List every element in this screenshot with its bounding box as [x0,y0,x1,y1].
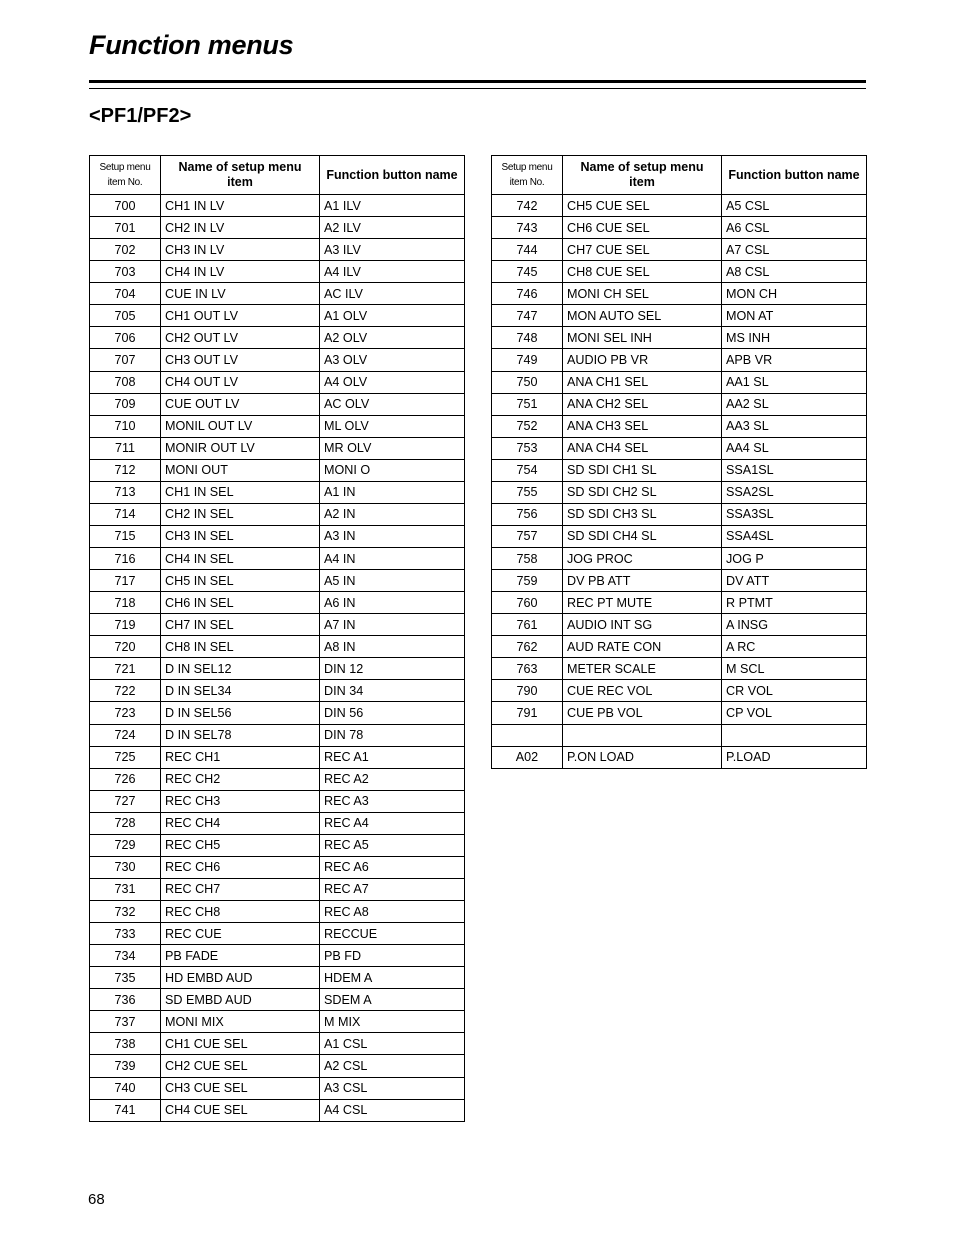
function-button-name-cell: A4 ILV [320,261,465,283]
title-rule-thin [89,88,866,89]
item-no-cell: 754 [492,459,563,481]
function-button-name-cell: CP VOL [722,702,867,724]
table-row [90,768,465,790]
function-button-name-cell: PB FD [320,945,465,967]
function-button-name-cell: A6 IN [320,592,465,614]
function-button-name-cell: A2 ILV [320,217,465,239]
function-button-name-cell: SSA3SL [722,503,867,525]
table-row [90,283,465,305]
table-row [90,459,465,481]
function-button-name-cell: DIN 56 [320,702,465,724]
menu-item-name-cell: CUE PB VOL [563,702,722,724]
menu-item-name-cell: D IN SEL34 [161,680,320,702]
item-no-cell: 762 [492,636,563,658]
menu-item-name-cell: CH4 CUE SEL [161,1099,320,1121]
menu-item-name-cell: HD EMBD AUD [161,967,320,989]
menu-item-name-cell: REC CH5 [161,834,320,856]
table-row [492,261,867,283]
function-button-name-cell: A2 IN [320,503,465,525]
item-no-cell: 742 [492,195,563,217]
table-row [90,989,465,1011]
menu-item-name-cell: CUE IN LV [161,283,320,305]
function-button-name-cell [722,724,867,746]
function-button-name-cell: A4 OLV [320,371,465,393]
table-row [90,702,465,724]
item-no-cell: 717 [90,570,161,592]
function-button-name-cell: A5 CSL [722,195,867,217]
item-no-cell: 757 [492,525,563,547]
function-button-name-cell: A1 OLV [320,305,465,327]
menu-item-name-cell: JOG PROC [563,548,722,570]
table-header-row [90,156,465,195]
menu-item-name-cell: METER SCALE [563,658,722,680]
table-row [90,1077,465,1099]
menu-item-name-cell: REC CH2 [161,768,320,790]
function-button-name-cell: A3 OLV [320,349,465,371]
function-button-name-cell: M SCL [722,658,867,680]
function-button-name-cell: SSA4SL [722,525,867,547]
function-button-name-cell: A2 OLV [320,327,465,349]
menu-item-name-cell: CH1 IN LV [161,195,320,217]
header-menu-item-name: Name of setup menu item [161,156,320,195]
item-no-cell: 705 [90,305,161,327]
function-button-name-cell: MONI O [320,459,465,481]
item-no-cell: 714 [90,503,161,525]
menu-item-name-cell: ANA CH4 SEL [563,437,722,459]
table-row [492,525,867,547]
menu-item-name-cell: CH4 IN LV [161,261,320,283]
function-button-name-cell: DIN 34 [320,680,465,702]
item-no-cell: 724 [90,724,161,746]
menu-item-name-cell: ANA CH3 SEL [563,415,722,437]
function-button-name-cell: A3 ILV [320,239,465,261]
item-no-cell: 731 [90,878,161,900]
item-no-cell: 745 [492,261,563,283]
function-button-name-cell: DIN 12 [320,658,465,680]
header-function-button-name: Function button name [722,156,867,195]
menu-item-name-cell: MONIL OUT LV [161,415,320,437]
table-row [492,393,867,415]
table-row [90,614,465,636]
item-no-cell: 701 [90,217,161,239]
function-button-name-cell: A8 IN [320,636,465,658]
table-row [90,481,465,503]
item-no-cell: 734 [90,945,161,967]
menu-item-name-cell: CH3 IN LV [161,239,320,261]
item-no-cell: 729 [90,834,161,856]
item-no-cell: 719 [90,614,161,636]
function-button-name-cell: REC A7 [320,878,465,900]
table-row [90,349,465,371]
function-button-name-cell: R PTMT [722,592,867,614]
menu-item-name-cell: CH5 CUE SEL [563,195,722,217]
menu-item-name-cell: CH1 CUE SEL [161,1033,320,1055]
table-header-row [492,156,867,195]
table-row [90,967,465,989]
table-row [90,415,465,437]
item-no-cell: 707 [90,349,161,371]
function-button-name-cell: A8 CSL [722,261,867,283]
function-button-name-cell: SSA1SL [722,459,867,481]
menu-item-name-cell: SD SDI CH2 SL [563,481,722,503]
header-function-button-name: Function button name [320,156,465,195]
menu-item-name-cell: MONIR OUT LV [161,437,320,459]
function-button-name-cell: A INSG [722,614,867,636]
menu-item-name-cell: CH7 IN SEL [161,614,320,636]
menu-item-name-cell: CUE OUT LV [161,393,320,415]
table-row [90,371,465,393]
table-row [90,658,465,680]
item-no-cell: 726 [90,768,161,790]
table-row [90,548,465,570]
function-button-name-cell: HDEM A [320,967,465,989]
menu-item-name-cell: CH3 CUE SEL [161,1077,320,1099]
table-row [492,548,867,570]
item-no-cell: 747 [492,305,563,327]
menu-item-name-cell: REC CH8 [161,901,320,923]
item-no-cell: 715 [90,525,161,547]
table-row [90,923,465,945]
item-no-cell: 730 [90,856,161,878]
table-row [90,834,465,856]
table-row [492,349,867,371]
menu-item-name-cell: MON AUTO SEL [563,305,722,327]
table-row [492,614,867,636]
menu-item-name-cell: D IN SEL12 [161,658,320,680]
item-no-cell: 736 [90,989,161,1011]
menu-item-name-cell [563,724,722,746]
table-row [492,217,867,239]
table-row [492,680,867,702]
menu-item-name-cell: SD EMBD AUD [161,989,320,1011]
table-row [492,283,867,305]
table-row [90,945,465,967]
function-button-name-cell: REC A2 [320,768,465,790]
item-no-cell: 712 [90,459,161,481]
table-row [90,812,465,834]
item-no-cell: 761 [492,614,563,636]
function-button-name-cell: AA3 SL [722,415,867,437]
item-no-cell: 740 [90,1077,161,1099]
table-row [492,305,867,327]
table-row [90,592,465,614]
function-button-name-cell: ML OLV [320,415,465,437]
table-row [90,878,465,900]
function-button-name-cell: A1 IN [320,481,465,503]
table-row [90,327,465,349]
function-button-name-cell: MON CH [722,283,867,305]
item-no-cell: 723 [90,702,161,724]
function-button-name-cell: DIN 78 [320,724,465,746]
menu-item-name-cell: CH7 CUE SEL [563,239,722,261]
function-button-name-cell: REC A4 [320,812,465,834]
item-no-cell: 756 [492,503,563,525]
menu-item-name-cell: CH8 CUE SEL [563,261,722,283]
function-button-name-cell: P.LOAD [722,746,867,768]
item-no-cell: 702 [90,239,161,261]
item-no-cell: 751 [492,393,563,415]
menu-item-name-cell: AUDIO INT SG [563,614,722,636]
function-button-name-cell: REC A8 [320,901,465,923]
menu-item-name-cell: MONI SEL INH [563,327,722,349]
item-no-cell: 708 [90,371,161,393]
table-row [90,217,465,239]
item-no-cell: 758 [492,548,563,570]
function-button-name-cell: REC A5 [320,834,465,856]
item-no-cell: 711 [90,437,161,459]
section-title: <PF1/PF2> [89,105,192,127]
header-menu-item-name: Name of setup menu item [563,156,722,195]
function-button-name-cell: A5 IN [320,570,465,592]
item-no-cell: 741 [90,1099,161,1121]
item-no-cell: 718 [90,592,161,614]
function-button-name-cell: A4 CSL [320,1099,465,1121]
function-button-name-cell: A RC [722,636,867,658]
item-no-cell: 728 [90,812,161,834]
table-row [492,239,867,261]
table-row [492,195,867,217]
function-button-name-cell: A2 CSL [320,1055,465,1077]
menu-item-name-cell: CH3 OUT LV [161,349,320,371]
table-row [492,459,867,481]
table-row [492,327,867,349]
table-row [492,702,867,724]
menu-item-name-cell: CH2 IN SEL [161,503,320,525]
function-button-name-cell: RECCUE [320,923,465,945]
table-row [90,239,465,261]
table-row [90,305,465,327]
table-row [90,790,465,812]
function-button-name-cell: REC A1 [320,746,465,768]
menu-item-name-cell: CH4 IN SEL [161,548,320,570]
menu-item-name-cell: ANA CH2 SEL [563,393,722,415]
item-no-cell: 733 [90,923,161,945]
function-button-name-cell: A3 CSL [320,1077,465,1099]
menu-item-name-cell: CH2 OUT LV [161,327,320,349]
item-no-cell: 725 [90,746,161,768]
item-no-cell [492,724,563,746]
item-no-cell: 791 [492,702,563,724]
item-no-cell: 703 [90,261,161,283]
function-button-name-cell: A6 CSL [722,217,867,239]
function-button-name-cell: A1 CSL [320,1033,465,1055]
menu-item-name-cell: CH6 IN SEL [161,592,320,614]
table-row [492,658,867,680]
table-row [90,636,465,658]
menu-item-name-cell: P.ON LOAD [563,746,722,768]
menu-item-name-cell: REC CH3 [161,790,320,812]
table-row [90,437,465,459]
table-row [90,724,465,746]
function-button-name-cell: REC A6 [320,856,465,878]
menu-item-name-cell: CH4 OUT LV [161,371,320,393]
table-row [492,437,867,459]
header-item-no: Setup menu item No. [492,156,563,195]
item-no-cell: 750 [492,371,563,393]
menu-item-name-cell: CUE REC VOL [563,680,722,702]
menu-item-name-cell: DV PB ATT [563,570,722,592]
function-button-name-cell: APB VR [722,349,867,371]
menu-item-name-cell: REC CH1 [161,746,320,768]
table-row [90,261,465,283]
table-row [492,503,867,525]
function-button-name-cell: MON AT [722,305,867,327]
menu-item-name-cell: REC PT MUTE [563,592,722,614]
table-row [90,901,465,923]
function-button-name-cell: A7 IN [320,614,465,636]
item-no-cell: 709 [90,393,161,415]
table-row [90,1033,465,1055]
item-no-cell: 722 [90,680,161,702]
item-no-cell: 739 [90,1055,161,1077]
item-no-cell: A02 [492,746,563,768]
title-rule-thick [89,80,866,83]
menu-item-name-cell: CH8 IN SEL [161,636,320,658]
item-no-cell: 759 [492,570,563,592]
item-no-cell: 727 [90,790,161,812]
item-no-cell: 753 [492,437,563,459]
table-row [90,680,465,702]
function-button-name-cell: MR OLV [320,437,465,459]
table-row [492,724,867,746]
function-button-name-cell: DV ATT [722,570,867,592]
table-row [90,1099,465,1121]
function-button-name-cell: A1 ILV [320,195,465,217]
item-no-cell: 737 [90,1011,161,1033]
menu-item-name-cell: SD SDI CH3 SL [563,503,722,525]
function-button-name-cell: AA2 SL [722,393,867,415]
table-row [492,636,867,658]
table-row [90,195,465,217]
menu-item-name-cell: SD SDI CH1 SL [563,459,722,481]
item-no-cell: 721 [90,658,161,680]
menu-item-name-cell: CH6 CUE SEL [563,217,722,239]
function-button-name-cell: MS INH [722,327,867,349]
function-button-name-cell: SSA2SL [722,481,867,503]
menu-item-name-cell: CH2 IN LV [161,217,320,239]
menu-item-name-cell: AUDIO PB VR [563,349,722,371]
menu-item-name-cell: REC CH6 [161,856,320,878]
menu-item-name-cell: CH1 OUT LV [161,305,320,327]
menu-item-name-cell: ANA CH1 SEL [563,371,722,393]
item-no-cell: 763 [492,658,563,680]
table-row [492,415,867,437]
menu-item-name-cell: MONI CH SEL [563,283,722,305]
table-row [492,746,867,768]
function-button-name-cell: CR VOL [722,680,867,702]
menu-item-name-cell: REC CUE [161,923,320,945]
item-no-cell: 755 [492,481,563,503]
table-row [492,481,867,503]
table-row [90,1011,465,1033]
function-button-name-cell: JOG P [722,548,867,570]
menu-item-name-cell: D IN SEL78 [161,724,320,746]
item-no-cell: 749 [492,349,563,371]
function-menu-table-right [491,155,867,769]
table-row [90,746,465,768]
page-number: 68 [88,1191,105,1208]
menu-item-name-cell: REC CH4 [161,812,320,834]
item-no-cell: 735 [90,967,161,989]
menu-item-name-cell: MONI OUT [161,459,320,481]
function-button-name-cell: AA1 SL [722,371,867,393]
menu-item-name-cell: MONI MIX [161,1011,320,1033]
table-row [90,393,465,415]
table-row [90,1055,465,1077]
table-row [492,371,867,393]
item-no-cell: 748 [492,327,563,349]
item-no-cell: 700 [90,195,161,217]
page-title: Function menus [89,30,294,60]
item-no-cell: 713 [90,481,161,503]
menu-item-name-cell: PB FADE [161,945,320,967]
item-no-cell: 710 [90,415,161,437]
menu-item-name-cell: D IN SEL56 [161,702,320,724]
function-button-name-cell: AC OLV [320,393,465,415]
menu-item-name-cell: CH5 IN SEL [161,570,320,592]
item-no-cell: 732 [90,901,161,923]
function-button-name-cell: SDEM A [320,989,465,1011]
function-menu-table-left [89,155,465,1122]
item-no-cell: 743 [492,217,563,239]
menu-item-name-cell: REC CH7 [161,878,320,900]
header-item-no: Setup menu item No. [90,156,161,195]
menu-item-name-cell: AUD RATE CON [563,636,722,658]
item-no-cell: 720 [90,636,161,658]
menu-item-name-cell: CH3 IN SEL [161,525,320,547]
item-no-cell: 704 [90,283,161,305]
table-row [90,503,465,525]
table-row [90,570,465,592]
item-no-cell: 752 [492,415,563,437]
function-button-name-cell: AA4 SL [722,437,867,459]
item-no-cell: 706 [90,327,161,349]
item-no-cell: 744 [492,239,563,261]
function-button-name-cell: M MIX [320,1011,465,1033]
item-no-cell: 760 [492,592,563,614]
item-no-cell: 716 [90,548,161,570]
function-button-name-cell: REC A3 [320,790,465,812]
item-no-cell: 746 [492,283,563,305]
item-no-cell: 790 [492,680,563,702]
function-button-name-cell: A4 IN [320,548,465,570]
table-row [492,592,867,614]
function-button-name-cell: A3 IN [320,525,465,547]
item-no-cell: 738 [90,1033,161,1055]
menu-item-name-cell: SD SDI CH4 SL [563,525,722,547]
table-row [492,570,867,592]
function-button-name-cell: A7 CSL [722,239,867,261]
menu-item-name-cell: CH2 CUE SEL [161,1055,320,1077]
table-row [90,856,465,878]
function-button-name-cell: AC ILV [320,283,465,305]
menu-item-name-cell: CH1 IN SEL [161,481,320,503]
table-row [90,525,465,547]
